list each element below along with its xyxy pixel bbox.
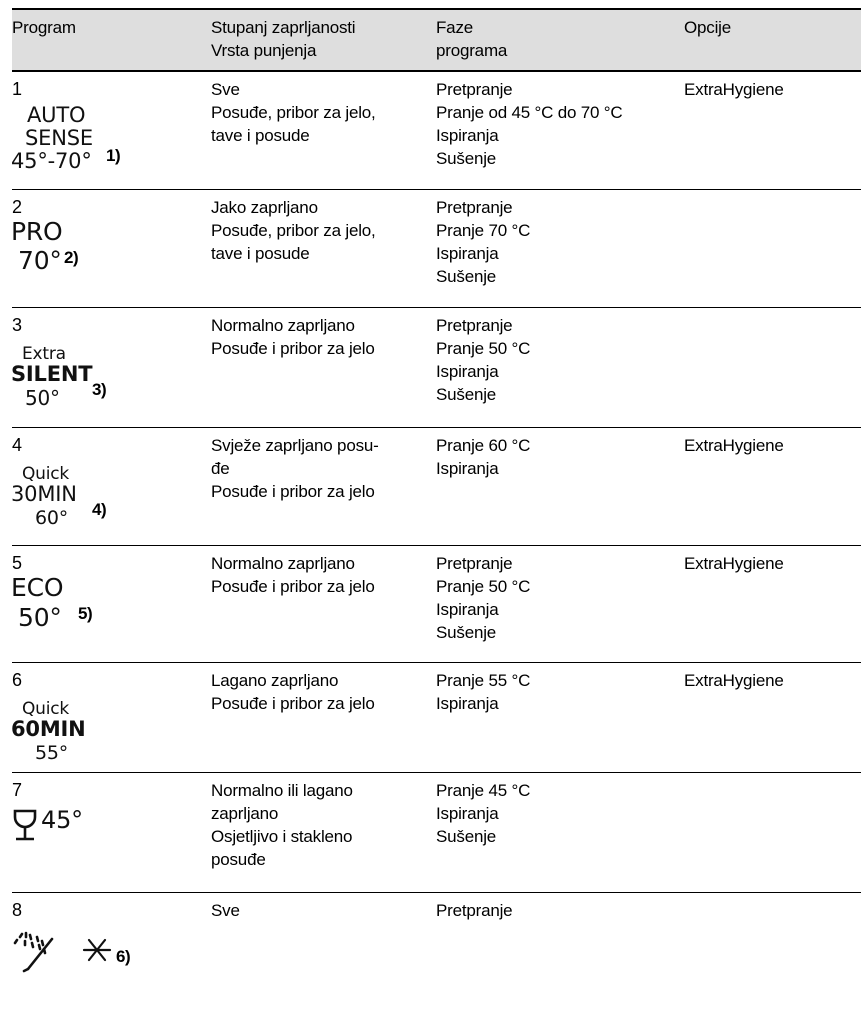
phase-line: Pranje 55 °C (436, 671, 531, 690)
soil-line: Posuđe i pribor za jelo (211, 482, 375, 501)
phase-line: Pretpranje (436, 316, 513, 335)
soil-line: Sve (211, 80, 240, 99)
program-number: 3 (12, 315, 22, 335)
phase-line: Pretpranje (436, 554, 513, 573)
program-symbol-pro (11, 217, 202, 320)
soil-line: tave i posude (211, 126, 310, 145)
symbol-text: 45°-70° (11, 149, 92, 173)
program-cell (11, 78, 202, 173)
phase-line: Pretpranje (436, 198, 513, 217)
symbol-text: 50° (18, 603, 62, 632)
symbol-text: Quick (22, 699, 70, 719)
program-cell (12, 779, 202, 834)
header-program-label: Program (12, 18, 76, 37)
phase-line: Pranje od 45 °C do 70 °C (436, 103, 623, 122)
symbol-text: 60MIN (11, 717, 86, 741)
symbol-text: SILENT (11, 362, 93, 386)
phase-line: Ispiranja (436, 694, 499, 713)
phase-line: Pretpranje (436, 901, 513, 920)
program-cell (11, 552, 202, 632)
phase-line: Pranje 60 °C (436, 436, 531, 455)
footnote-marker: 3) (92, 380, 107, 399)
options-cell (684, 552, 854, 575)
table-header (12, 10, 861, 72)
header-phases (436, 16, 672, 62)
phases-cell (436, 669, 672, 715)
soil-line: posuđe (211, 850, 266, 869)
header-soil (211, 16, 419, 62)
phases-cell (436, 779, 672, 848)
phase-line: Sušenje (436, 385, 497, 404)
soil-line: tave i posude (211, 244, 310, 263)
symbol-text: PRO (11, 217, 63, 246)
phase-line: Ispiranja (436, 804, 499, 823)
soil-cell (211, 779, 419, 871)
phase-line: Sušenje (436, 827, 497, 846)
soil-cell (211, 78, 419, 147)
soil-line: Normalno zaprljano (211, 316, 355, 335)
soil-cell (211, 552, 419, 598)
header-phases-line: programa (436, 41, 508, 60)
soil-line: Sve (211, 901, 240, 920)
phase-line: Ispiranja (436, 459, 499, 478)
soil-cell (211, 196, 419, 265)
phases-cell (436, 78, 672, 170)
phase-line: Pretpranje (436, 80, 513, 99)
soil-line: Posuđe i pribor za jelo (211, 339, 375, 358)
symbol-text: 30MIN (11, 482, 77, 506)
program-number: 2 (12, 197, 22, 217)
phase-line: Sušenje (436, 267, 497, 286)
header-options-label: Opcije (684, 18, 731, 37)
header-options (684, 16, 854, 39)
soil-cell (211, 434, 419, 503)
phases-cell (436, 196, 672, 288)
phase-line: Ispiranja (436, 600, 499, 619)
options-cell (684, 434, 854, 457)
table-row (12, 773, 861, 893)
symbol-text: AUTO (27, 103, 86, 127)
option-label: ExtraHygiene (684, 80, 784, 99)
phases-cell (436, 434, 672, 480)
table-row (12, 72, 861, 190)
option-label: ExtraHygiene (684, 436, 784, 455)
program-symbol-quick-30min (12, 460, 202, 558)
prewash-spray-icon (12, 927, 72, 973)
symbol-text: Quick (22, 464, 70, 484)
soil-cell (211, 314, 419, 360)
phase-line: Sušenje (436, 149, 497, 168)
soil-cell (211, 669, 419, 715)
program-symbol-glass (12, 805, 202, 903)
program-cell (11, 314, 202, 410)
table-row (12, 428, 861, 546)
table-row (12, 190, 861, 308)
program-cell (11, 669, 202, 764)
soil-line: Osjetljivo i stakleno (211, 827, 353, 846)
soil-line: zaprljano (211, 804, 279, 823)
table-row (12, 893, 861, 973)
header-soil-line: Stupanj zaprljanosti (211, 18, 356, 37)
program-number: 5 (12, 553, 22, 573)
options-cell (684, 78, 854, 101)
options-cell (684, 669, 854, 692)
program-cell (12, 899, 202, 966)
program-number: 8 (12, 900, 22, 920)
header-phases-line: Faze (436, 18, 473, 37)
footnote-marker: 4) (92, 500, 107, 519)
soil-line: Jako zaprljano (211, 198, 318, 217)
symbol-text: 70° (18, 246, 62, 275)
symbol-text: 60° (35, 507, 69, 529)
header-soil-line: Vrsta punjenja (211, 41, 317, 60)
phase-line: Ispiranja (436, 362, 499, 381)
phases-cell (436, 552, 672, 644)
soil-line: Svježe zaprljano posu- (211, 436, 379, 455)
program-number: 6 (12, 670, 22, 690)
program-number: 1 (12, 79, 22, 99)
footnote-marker: 6) (116, 947, 131, 966)
phase-line: Ispiranja (436, 126, 499, 145)
soil-line: Posuđe i pribor za jelo (211, 577, 375, 596)
symbol-text: 55° (35, 742, 69, 764)
soil-line: Posuđe, pribor za jelo, (211, 221, 376, 240)
symbol-text: 45° (41, 806, 83, 834)
program-symbol-prewash (12, 925, 202, 1023)
phases-cell (436, 899, 672, 922)
option-label: ExtraHygiene (684, 554, 784, 573)
soil-line: Normalno ili lagano (211, 781, 353, 800)
soil-line: đe (211, 459, 230, 478)
soil-line: Lagano zaprljano (211, 671, 339, 690)
program-symbol-extra-silent (12, 340, 202, 438)
phase-line: Pranje 45 °C (436, 781, 531, 800)
symbol-text: 50° (25, 386, 60, 410)
phase-line: Pranje 50 °C (436, 339, 531, 358)
phase-line: Pranje 50 °C (436, 577, 531, 596)
program-symbol-auto-sense (12, 104, 202, 202)
soil-line: Normalno zaprljano (211, 554, 355, 573)
table-row (12, 546, 861, 663)
program-number: 7 (12, 780, 22, 800)
phase-line: Sušenje (436, 623, 497, 642)
footnote-marker: 2) (64, 248, 79, 267)
phase-line: Ispiranja (436, 244, 499, 263)
header-program (12, 16, 202, 39)
phase-line: Pranje 70 °C (436, 221, 531, 240)
soil-cell (211, 899, 419, 922)
phases-cell (436, 314, 672, 406)
program-cell (11, 434, 202, 529)
snowflake-icon (82, 937, 112, 963)
footnote-marker: 5) (78, 604, 93, 623)
symbol-text: Extra (22, 344, 66, 364)
table-row (12, 308, 861, 428)
option-label: ExtraHygiene (684, 671, 784, 690)
program-number: 4 (12, 435, 22, 455)
table-row (12, 663, 861, 773)
symbol-text: SENSE (25, 126, 93, 150)
wine-glass-icon (12, 808, 38, 842)
symbol-text: ECO (11, 573, 64, 602)
soil-line: Posuđe, pribor za jelo, (211, 103, 376, 122)
footnote-marker: 1) (106, 146, 121, 165)
program-cell (11, 196, 202, 275)
soil-line: Posuđe i pribor za jelo (211, 694, 375, 713)
